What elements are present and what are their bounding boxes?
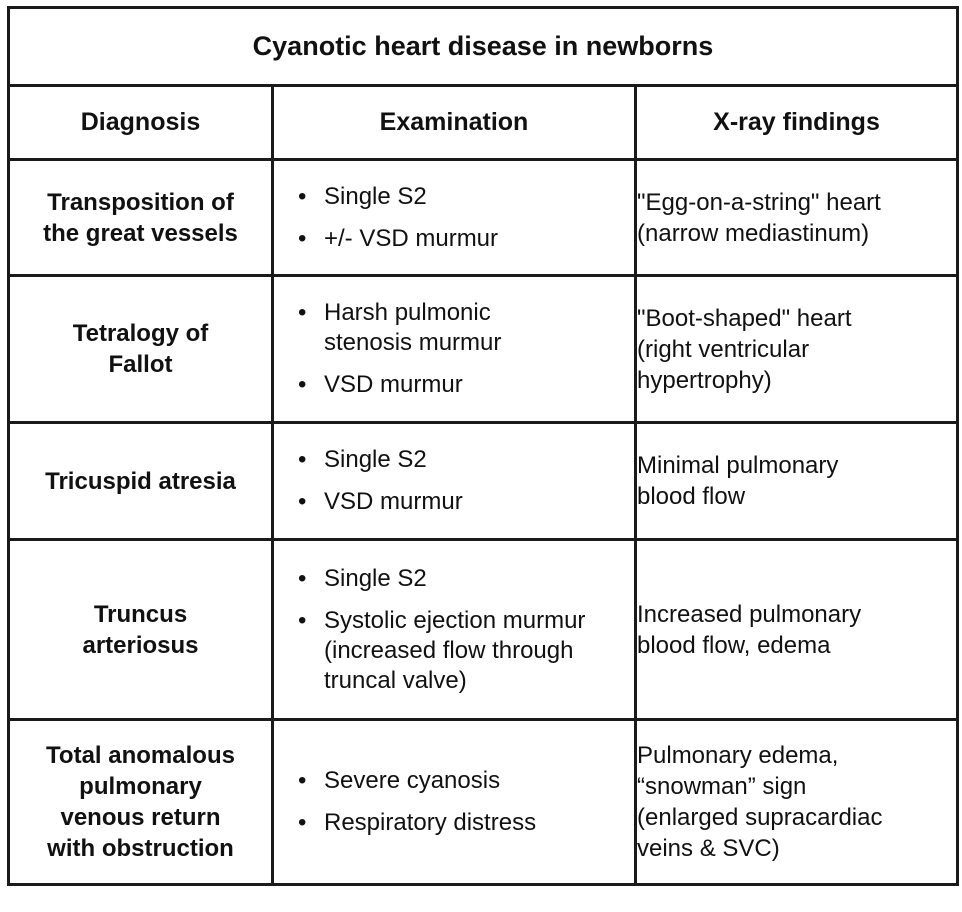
diagnosis-cell [9,276,273,423]
bullet-icon: • [298,371,307,398]
xray-line: “snowman” sign [637,773,807,800]
diagnosis-cell [9,540,273,720]
xray-line: veins & SVC) [637,835,780,862]
header-examination: Examination [273,86,636,160]
examination-list [274,298,634,400]
table-row [9,276,958,423]
examination-finding: +/- VSD murmur [324,224,499,252]
examination-finding: Systolic ejection murmur (increased flow through truncal valve) [324,606,586,694]
table-title: Cyanotic heart disease in newborns [9,8,958,86]
bullet-icon: • [298,767,307,794]
list-item [298,606,624,696]
examination-list [274,564,634,696]
header-diagnosis: Diagnosis [9,86,273,160]
bullet-icon: • [298,488,307,515]
bullet-icon: • [298,299,307,326]
list-item [298,298,624,358]
diagnosis-line: Tricuspid atresia [45,467,236,495]
table-row [9,160,958,276]
table-row [9,423,958,540]
diagnosis-line: Transposition of [47,188,234,216]
diagnosis-line: Tetralogy of [72,320,209,347]
list-item [298,487,624,517]
header-row [9,86,958,160]
examination-cell [273,423,636,540]
bullet-icon: • [298,182,307,210]
xray-line: hypertrophy) [637,367,772,394]
examination-finding: VSD murmur [324,371,463,398]
diagnosis-line: arteriosus [82,631,199,659]
diagnosis-line: pulmonary [79,773,202,800]
xray-cell [636,540,958,720]
diagnosis-line: Fallot [108,351,173,378]
cyanotic-heart-disease-table [7,6,959,886]
diagnosis-cell [9,423,273,540]
diagnosis-line: Total anomalous [46,742,235,769]
diagnosis-cell [9,160,273,276]
bullet-icon: • [298,606,307,634]
xray-line: (enlarged supracardiac [637,804,883,831]
examination-list [274,766,634,838]
examination-cell [273,540,636,720]
bullet-icon: • [298,446,307,473]
xray-line: blood flow [637,483,746,510]
bullet-icon: • [298,564,307,592]
list-item [298,808,624,838]
examination-cell [273,720,636,885]
xray-line: Increased pulmonary [637,600,862,628]
xray-cell [636,423,958,540]
xray-cell [636,160,958,276]
xray-line: (right ventricular [637,336,810,363]
diagnosis-line: with obstruction [47,835,234,862]
examination-list [274,182,634,254]
diagnosis-line: the great vessels [43,219,238,247]
bullet-icon: • [298,809,307,836]
examination-finding: Severe cyanosis [324,767,501,794]
list-item [298,182,624,212]
examination-finding: Respiratory distress [324,809,537,836]
xray-line: "Egg-on-a-string" heart [637,188,881,216]
examination-finding: Single S2 [324,564,427,592]
examination-finding: Harsh pulmonic stenosis murmur [324,299,502,356]
bullet-icon: • [298,224,307,252]
examination-cell [273,276,636,423]
examination-list [274,445,634,517]
list-item [298,564,624,594]
xray-cell [636,720,958,885]
table-row [9,540,958,720]
diagnosis-line: venous return [60,804,221,831]
examination-finding: Single S2 [324,446,427,473]
xray-line: Minimal pulmonary [637,452,839,479]
header-xray-findings: X-ray findings [636,86,958,160]
table-row [9,720,958,885]
examination-finding: Single S2 [324,182,427,210]
diagnosis-cell [9,720,273,885]
xray-cell [636,276,958,423]
examination-cell [273,160,636,276]
title-row [9,8,958,86]
list-item [298,445,624,475]
examination-finding: VSD murmur [324,488,463,515]
list-item [298,224,624,254]
xray-line: blood flow, edema [637,631,831,659]
xray-line: "Boot-shaped" heart [637,305,852,332]
list-item [298,370,624,400]
list-item [298,766,624,796]
diagnosis-line: Truncus [93,600,188,628]
xray-line: Pulmonary edema, [637,742,839,769]
xray-line: (narrow mediastinum) [637,219,870,247]
